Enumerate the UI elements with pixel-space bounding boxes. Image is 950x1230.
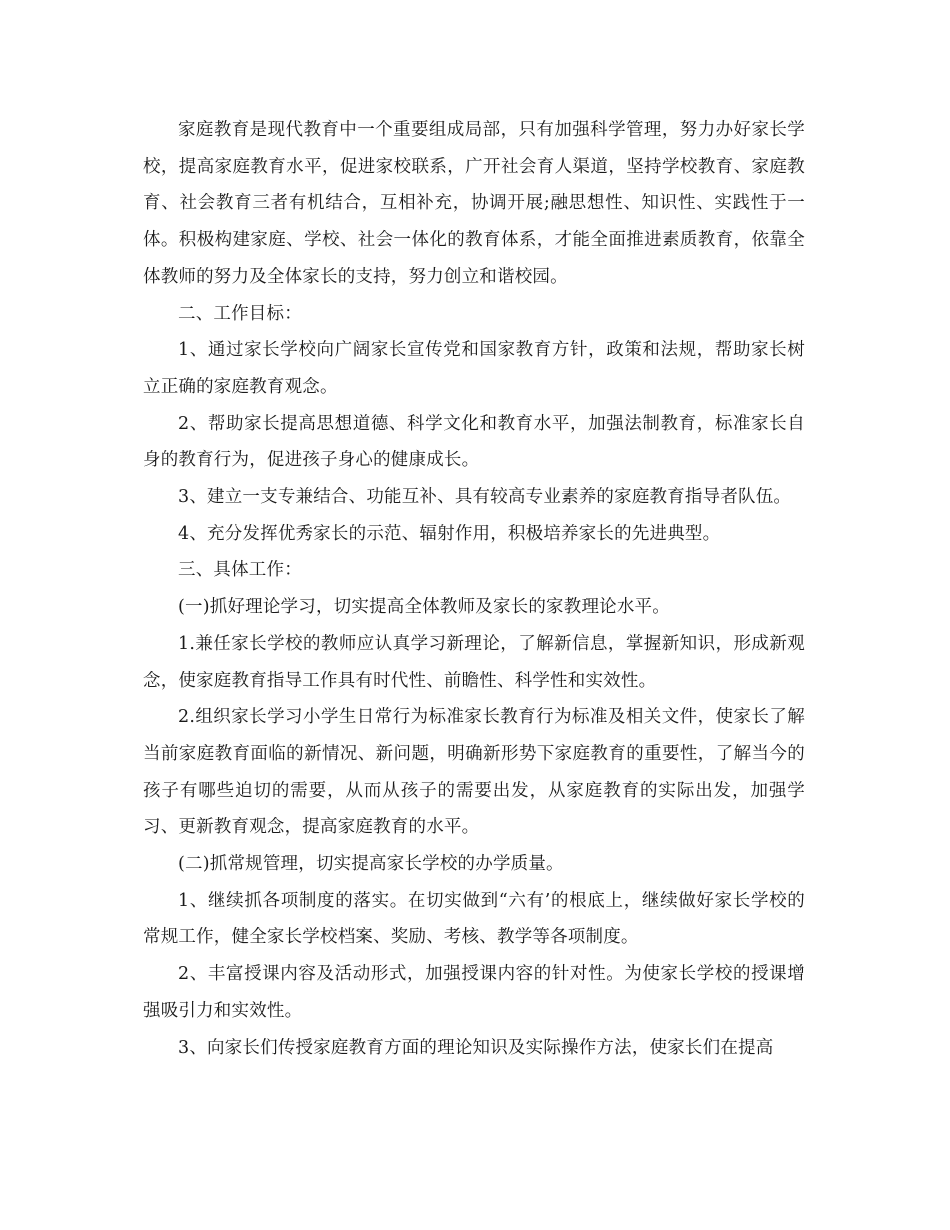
paragraph-goal-4: 4、充分发挥优秀家长的示范、辐射作用，积极培养家长的先进典型。 bbox=[178, 523, 721, 544]
paragraph-theory-2: 2.组织家长学习小学生日常行为标准家长教育行为标准及相关文件，使家长了解当前家庭教育面临的新情况、新问题，明确新形势下家庭教育的重要性，了解当今的孩子有哪些迫切的需要，从而从孩子的需要出发，从家庭教育的实际出发，加强学习、更新教育观念，提高家庭教育的水平。 bbox=[143, 707, 805, 838]
paragraph-goal-2: 2、帮助家长提高思想道德、科学文化和教育水平，加强法制教育，标准家长自身的教育行为，促进孩子身心的健康成长。 bbox=[143, 413, 805, 471]
paragraph-goal-3: 3、建立一支专兼结合、功能互补、具有较高专业素养的家庭教育指导者队伍。 bbox=[178, 487, 792, 508]
paragraph-intro: 家庭教育是现代教育中一个重要组成局部，只有加强科学管理，努力办好家长学校，提高家庭教育水平，促进家校联系，广开社会育人渠道，坚持学校教育、家庭教育、社会教育三者有机结合，互相补充，协调开展;融思想性、知识性、实践性于一体。积极构建家庭、学校、社会一体化的教育体系，才能全面推进素质教育，依靠全体教师的努力及全体家长的支持，努力创立和谐校园。 bbox=[143, 120, 805, 287]
subheading-theory-study: (一)抓好理论学习，切实提高全体教师及家长的家教理论水平。 bbox=[178, 597, 670, 618]
heading-specific-work: 三、具体工作： bbox=[178, 560, 302, 581]
subheading-routine-management: (二)抓常规管理，切实提高家长学校的办学质量。 bbox=[178, 854, 564, 875]
document-body bbox=[143, 112, 805, 1066]
heading-work-goals: 二、工作目标： bbox=[178, 303, 302, 324]
paragraph-routine-1: 1、继续抓各项制度的落实。在切实做到“六有’的根底上，继续做好家长学校的常规工作，健全家长学校档案、奖励、考核、教学等各项制度。 bbox=[143, 890, 805, 948]
paragraph-goal-1: 1、通过家长学校向广阔家长宣传党和国家教育方针，政策和法规，帮助家长树立正确的家庭教育观念。 bbox=[143, 340, 805, 397]
paragraph-routine-2: 2、丰富授课内容及活动形式，加强授课内容的针对性。为使家长学校的授课增强吸引力和实效性。 bbox=[143, 964, 805, 1021]
paragraph-theory-1: 1.兼任家长学校的教师应认真学习新理论，了解新信息，掌握新知识，形成新观念，使家庭教育指导工作具有时代性、前瞻性、科学性和实效性。 bbox=[143, 633, 805, 691]
paragraph-routine-3: 3、向家长们传授家庭教育方面的理论知识及实际操作方法，使家长们在提高 bbox=[178, 1037, 774, 1058]
